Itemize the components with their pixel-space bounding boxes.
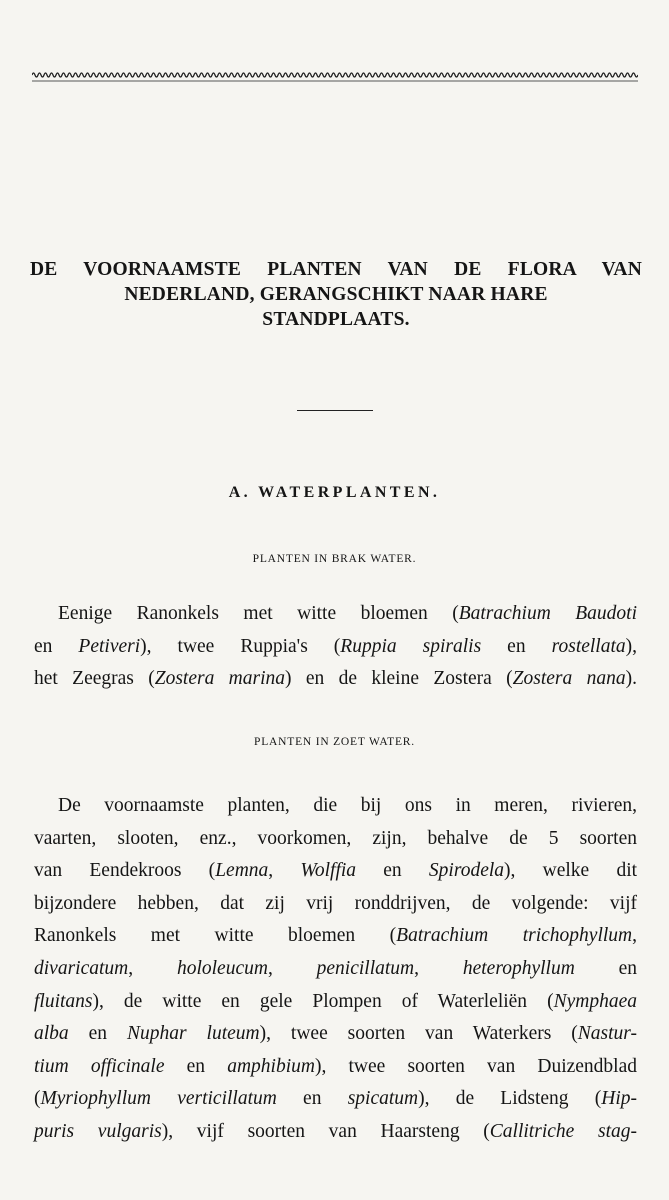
italic-text: Myriophyllum verticillatum <box>40 1088 277 1110</box>
italic-text: Petiveri <box>78 635 141 657</box>
text-line <box>34 631 637 664</box>
section-heading: A. WATERPLANTEN. <box>228 484 441 501</box>
title-line-2: NEDERLAND, GERANGSCHIKT NAAR HARE <box>124 284 548 305</box>
text-line <box>34 1083 637 1116</box>
text-line <box>34 790 637 823</box>
italic-text: Zostera marina <box>154 668 286 690</box>
italic-text: Hip- <box>601 1088 638 1110</box>
roman-text: en <box>574 957 638 979</box>
roman-text: ), twee soorten van Duizendblad <box>314 1055 637 1077</box>
roman-text: het Zeegras ( <box>34 668 155 690</box>
text-line <box>34 598 637 631</box>
subheading-brak-water: PLANTEN IN BRAK WATER. <box>252 553 417 565</box>
text-line <box>34 986 637 1019</box>
roman-text: bijzondere hebben, dat zij vrij ronddrijven, de volgende: vijf <box>34 892 637 914</box>
italic-text: Batrachium Baudoti <box>458 603 637 624</box>
roman-text: en <box>68 1023 127 1045</box>
roman-text: , <box>128 957 177 979</box>
italic-text: divaricatum <box>34 957 129 979</box>
roman-text: ), welke dit <box>504 860 638 882</box>
roman-text: van Eendekroos ( <box>34 860 216 882</box>
roman-text: ) en de kleine Zostera ( <box>285 668 513 690</box>
italic-text: puris vulgaris <box>34 1120 162 1142</box>
roman-text: en <box>34 635 79 657</box>
roman-text: Eenige Ranonkels met witte bloemen ( <box>58 603 459 624</box>
italic-text: Zostera nana <box>512 668 626 690</box>
italic-text: Callitriche stag- <box>489 1120 637 1142</box>
italic-text: Nymphaea <box>553 990 637 1012</box>
italic-text: alba <box>34 1023 69 1045</box>
roman-text: ( <box>34 1088 41 1110</box>
italic-text: spicatum <box>347 1088 419 1110</box>
paragraph-zoet-water <box>34 790 637 1149</box>
paragraph-brak-water <box>34 598 637 696</box>
italic-text: fluitans <box>34 990 93 1012</box>
text-line <box>34 1116 637 1149</box>
roman-text: , <box>414 957 463 979</box>
ornamental-wavy-rule <box>32 70 638 84</box>
italic-text: heterophyllum <box>462 957 575 979</box>
italic-text: penicillatum <box>316 957 415 979</box>
italic-text: Ruppia spiralis <box>340 635 482 657</box>
page-title <box>30 257 642 332</box>
text-line <box>34 953 637 986</box>
text-line <box>34 823 637 856</box>
roman-text: en <box>481 635 552 657</box>
roman-text: ). <box>625 668 637 690</box>
roman-text: vaarten, slooten, enz., voorkomen, zijn, behalve de 5 soorten <box>34 827 637 849</box>
text-line <box>34 1018 637 1051</box>
italic-text: Nastur- <box>577 1023 638 1045</box>
text-line <box>34 855 637 888</box>
roman-text: en <box>164 1055 228 1077</box>
roman-text: , <box>632 925 637 947</box>
text-line <box>34 1051 637 1084</box>
roman-text: Ranonkels met witte bloemen ( <box>34 925 397 947</box>
italic-text: Nuphar luteum <box>126 1023 260 1045</box>
italic-text: Spirodela <box>428 860 505 882</box>
roman-text: en <box>276 1088 348 1110</box>
roman-text: ), <box>625 635 638 657</box>
title-line-1: DE VOORNAAMSTE PLANTEN VAN DE FLORA VAN <box>30 259 642 280</box>
italic-text: Batrachium trichophyllum <box>396 925 633 947</box>
roman-text: ), twee soorten van Waterkers ( <box>259 1023 578 1045</box>
italic-text: Lemna <box>215 860 269 882</box>
text-line <box>34 663 637 696</box>
text-line <box>34 888 637 921</box>
roman-text: ), de witte en gele Plompen of Waterleliën ( <box>92 990 554 1012</box>
roman-text: , <box>268 860 301 882</box>
italic-text: hololeucum <box>176 957 268 979</box>
short-divider-rule <box>297 410 373 411</box>
roman-text: en <box>356 860 429 882</box>
roman-text: ), vijf soorten van Haarsteng ( <box>161 1120 490 1142</box>
italic-text: amphibium <box>227 1055 315 1077</box>
subheading-zoet-water: PLANTEN IN ZOET WATER. <box>254 736 415 748</box>
title-line-3: STANDPLAATS. <box>262 309 410 330</box>
roman-text: , <box>267 957 317 979</box>
roman-text: De voornaamste planten, die bij ons in meren, rivieren, <box>58 795 637 816</box>
italic-text: Wolffia <box>300 860 357 882</box>
italic-text: tium officinale <box>34 1055 165 1077</box>
roman-text: ), de Lidsteng ( <box>418 1088 602 1110</box>
text-line <box>34 920 637 953</box>
roman-text: ), twee Ruppia's ( <box>140 635 341 657</box>
italic-text: rostellata <box>551 635 626 657</box>
